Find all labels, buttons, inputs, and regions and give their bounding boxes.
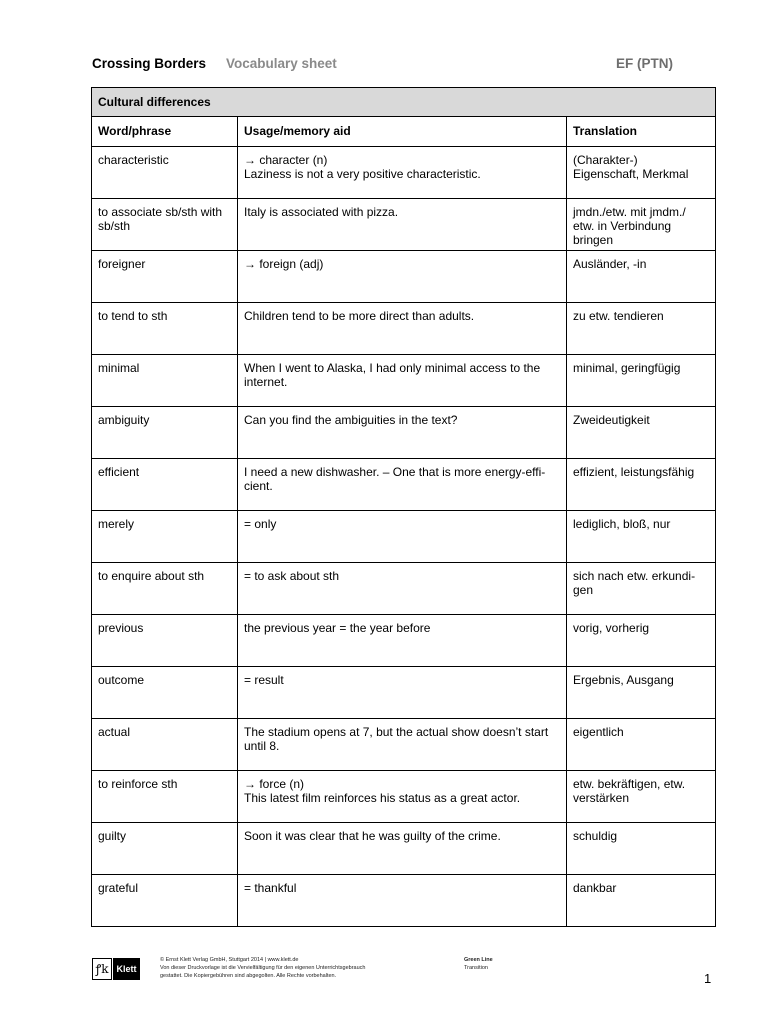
copyright-line: © Ernst Klett Verlag GmbH, Stuttgart 2014 | www.klett.de <box>160 957 299 963</box>
vocab-usage <box>238 407 567 459</box>
vocab-translation <box>567 719 716 771</box>
copyright-line: Von dieser Druckvorlage ist die Vervielfältigung für den eigenen Unterrichtsgebrauch <box>160 965 366 971</box>
vocab-row <box>92 199 716 251</box>
vocab-row <box>92 823 716 875</box>
page-number: 1 <box>704 971 712 986</box>
vocab-usage <box>238 303 567 355</box>
translation-line: Ergebnis, Ausgang <box>573 673 674 687</box>
translation-line: Zweideutigkeit <box>573 413 650 427</box>
translation-line: zu etw. tendieren <box>573 309 664 323</box>
vocab-word: minimal <box>92 355 238 407</box>
column-header-usage: Usage/memory aid <box>238 117 567 147</box>
vocab-translation <box>567 771 716 823</box>
usage-line: = to ask about sth <box>244 569 340 583</box>
usage-line: When I went to Alaska, I had only minimal access to the <box>244 361 541 375</box>
translation-line: eigentlich <box>573 725 624 739</box>
translation-line: jmdn./etw. mit jmdm./ <box>573 205 686 219</box>
series-info <box>464 956 493 972</box>
vocab-word: characteristic <box>92 147 238 199</box>
vocab-translation <box>567 511 716 563</box>
usage-line: Can you find the ambiguities in the text? <box>244 413 458 427</box>
vocabulary-table <box>91 87 716 927</box>
translation-line: (Charakter-) <box>573 153 638 167</box>
column-header-row <box>92 117 716 147</box>
translation-line: sich nach etw. erkundi- <box>573 569 696 583</box>
column-header-translation: Translation <box>567 117 716 147</box>
vocab-word: guilty <box>92 823 238 875</box>
copyright-notice <box>160 956 420 980</box>
klett-logo <box>92 958 140 980</box>
translation-line: effizient, leistungsfähig <box>573 465 695 479</box>
usage-line: until 8. <box>244 739 280 753</box>
translation-line: dankbar <box>573 881 617 895</box>
section-heading: Cultural differences <box>92 88 716 117</box>
translation-line: verstärken <box>573 791 630 805</box>
vocab-word: to associate sb/sth with sb/sth <box>92 199 238 251</box>
vocab-translation <box>567 251 716 303</box>
klett-logo-mark-icon: ꝭk <box>92 958 112 980</box>
vocab-usage <box>238 875 567 927</box>
vocab-word: to reinforce sth <box>92 771 238 823</box>
vocab-word: previous <box>92 615 238 667</box>
vocab-usage <box>238 251 567 303</box>
vocab-word: to enquire about sth <box>92 563 238 615</box>
usage-line: = only <box>244 517 277 531</box>
vocab-translation <box>567 459 716 511</box>
vocab-row <box>92 667 716 719</box>
translation-line: vorig, vorherig <box>573 621 650 635</box>
vocab-usage <box>238 199 567 251</box>
vocab-word: efficient <box>92 459 238 511</box>
klett-logo-text: Klett <box>113 958 140 980</box>
vocab-usage <box>238 459 567 511</box>
vocab-translation <box>567 355 716 407</box>
translation-line: minimal, geringfügig <box>573 361 681 375</box>
usage-line: → foreign (adj) <box>244 257 324 271</box>
vocab-word: outcome <box>92 667 238 719</box>
vocab-translation <box>567 667 716 719</box>
page-footer <box>92 956 722 996</box>
vocab-row <box>92 407 716 459</box>
copyright-line: gestattet. Die Kopiergebühren sind abgegolten. Alle Rechte vorbehalten. <box>160 973 337 979</box>
vocab-translation <box>567 199 716 251</box>
usage-line: = thankful <box>244 881 297 895</box>
vocab-usage <box>238 563 567 615</box>
vocab-usage <box>238 771 567 823</box>
usage-line: the previous year = the year before <box>244 621 431 635</box>
vocab-word: ambiguity <box>92 407 238 459</box>
usage-line: → character (n) <box>244 153 328 167</box>
usage-line: This latest film reinforces his status as a great actor. <box>244 791 521 805</box>
translation-line: lediglich, bloß, nur <box>573 517 671 531</box>
vocab-row <box>92 355 716 407</box>
translation-line: Eigenschaft, Merkmal <box>573 167 689 181</box>
vocab-usage <box>238 823 567 875</box>
usage-line: I need a new dishwasher. – One that is more energy-effi- <box>244 465 546 479</box>
usage-line: Soon it was clear that he was guilty of the crime. <box>244 829 501 843</box>
page-header <box>92 56 714 76</box>
series-subtitle: Transition <box>464 965 488 971</box>
usage-line: cient. <box>244 479 273 493</box>
vocab-translation <box>567 875 716 927</box>
vocab-usage <box>238 615 567 667</box>
usage-line: → force (n) <box>244 777 305 791</box>
vocab-row <box>92 511 716 563</box>
usage-line: Children tend to be more direct than adults. <box>244 309 475 323</box>
vocab-word: actual <box>92 719 238 771</box>
translation-line: gen <box>573 583 594 597</box>
vocab-row <box>92 875 716 927</box>
vocab-row <box>92 251 716 303</box>
vocab-row <box>92 771 716 823</box>
vocab-translation <box>567 147 716 199</box>
vocab-usage <box>238 511 567 563</box>
document-subtitle: Vocabulary sheet <box>226 56 337 71</box>
vocab-usage <box>238 667 567 719</box>
usage-line: = result <box>244 673 284 687</box>
vocab-usage <box>238 355 567 407</box>
course-level: EF (PTN) <box>616 56 673 71</box>
vocab-row <box>92 563 716 615</box>
vocab-word: foreigner <box>92 251 238 303</box>
vocab-word: to tend to sth <box>92 303 238 355</box>
vocab-translation <box>567 303 716 355</box>
column-header-word: Word/phrase <box>92 117 238 147</box>
usage-line: The stadium opens at 7, but the actual show doesn’t start <box>244 725 549 739</box>
translation-line: schuldig <box>573 829 618 843</box>
translation-line: etw. in Verbindung <box>573 219 672 233</box>
usage-line: internet. <box>244 375 288 389</box>
vocab-row <box>92 719 716 771</box>
vocab-row <box>92 303 716 355</box>
vocab-translation <box>567 615 716 667</box>
translation-line: bringen <box>573 233 614 247</box>
vocab-word: grateful <box>92 875 238 927</box>
usage-line: Italy is associated with pizza. <box>244 205 399 219</box>
vocab-translation <box>567 407 716 459</box>
usage-line: Laziness is not a very positive characteristic. <box>244 167 481 181</box>
translation-line: etw. bekräftigen, etw. <box>573 777 686 791</box>
vocab-translation <box>567 563 716 615</box>
translation-line: Ausländer, -in <box>573 257 647 271</box>
vocab-translation <box>567 823 716 875</box>
document-title: Crossing Borders <box>92 56 207 71</box>
vocab-usage <box>238 147 567 199</box>
vocab-word: merely <box>92 511 238 563</box>
series-title: Green Line <box>464 957 493 963</box>
vocab-row <box>92 615 716 667</box>
vocab-row <box>92 459 716 511</box>
vocab-row <box>92 147 716 199</box>
vocab-usage <box>238 719 567 771</box>
